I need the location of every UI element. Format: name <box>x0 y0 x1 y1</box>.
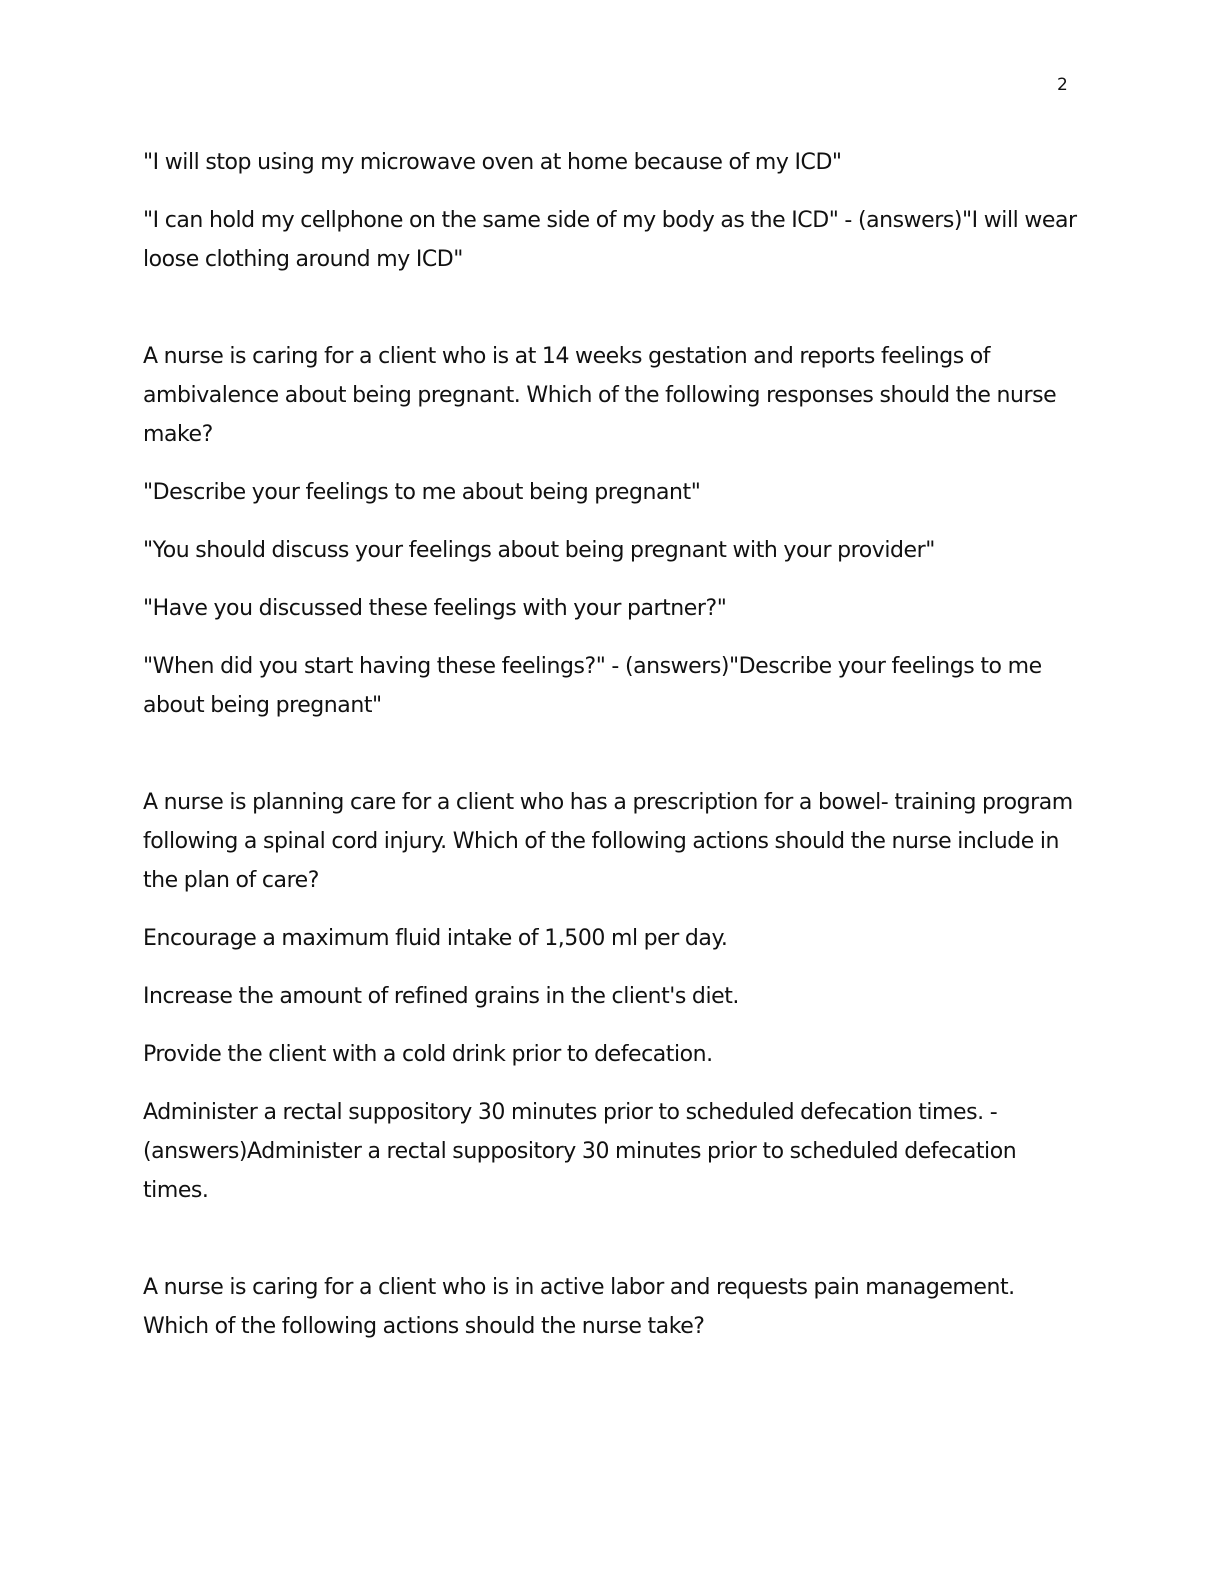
answer-option: "Have you discussed these feelings with your partner?" <box>143 596 727 621</box>
answer-option: "You should discuss your feelings about being pregnant with your provider" <box>143 538 935 563</box>
answer-option: Encourage a maximum fluid intake of 1,500 ml per day. <box>143 926 728 951</box>
question-text: A nurse is planning care for a client who has a prescription for a bowel- training program following a spinal cord injury. Which of the following actions should the nurse include in the plan of care? <box>143 790 1073 893</box>
section-gap <box>143 298 1078 337</box>
section-gap <box>143 1229 1078 1268</box>
page-number: 2 <box>1057 75 1068 95</box>
question-text: A nurse is caring for a client who is at 14 weeks gestation and reports feelings of ambivalence about being pregnant. Which of the following responses should the nurse make? <box>143 344 1057 447</box>
answer-option: Increase the amount of refined grains in the client's diet. <box>143 984 739 1009</box>
document-body <box>143 143 1078 1365</box>
answer-option-with-key: "I can hold my cellphone on the same side of my body as the ICD" - (answers)"I will wear loose clothing around my ICD" <box>143 208 1077 272</box>
answer-option: "Describe your feelings to me about being pregnant" <box>143 480 701 505</box>
answer-option: Provide the client with a cold drink prior to defecation. <box>143 1042 713 1067</box>
answer-option: "I will stop using my microwave oven at home because of my ICD" <box>143 150 842 175</box>
section-gap <box>143 744 1078 783</box>
question-text: A nurse is caring for a client who is in active labor and requests pain management. Which of the following actions should the nurse take? <box>143 1275 1015 1339</box>
answer-option-with-key: Administer a rectal suppository 30 minutes prior to scheduled defecation times. - (answers)Administer a rectal suppository 30 minutes prior to scheduled defecation times. <box>143 1100 1017 1203</box>
answer-option-with-key: "When did you start having these feelings?" - (answers)"Describe your feelings to me about being pregnant" <box>143 654 1042 718</box>
